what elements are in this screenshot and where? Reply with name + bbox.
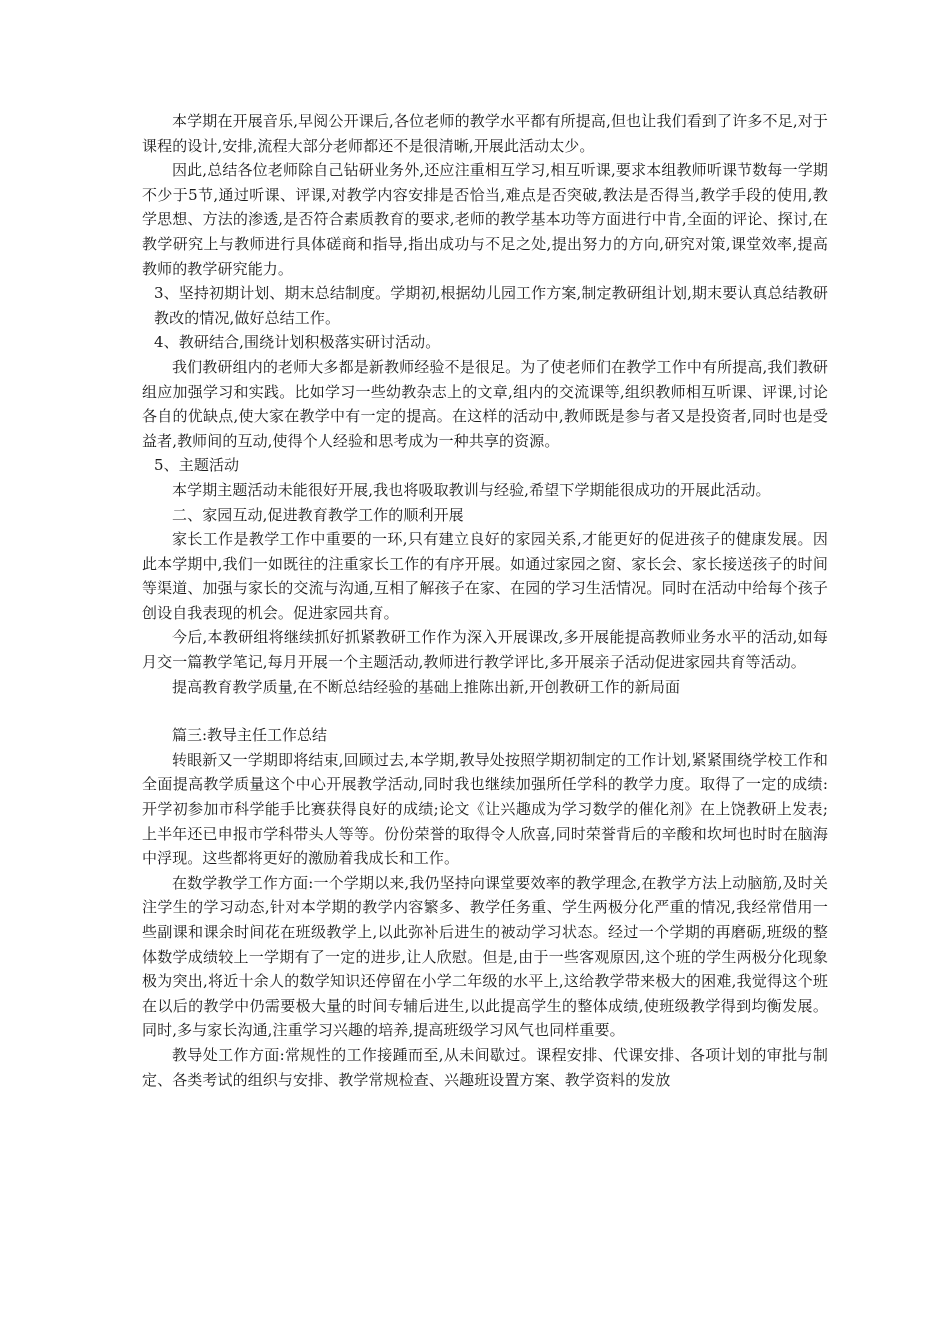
paragraph-new-teachers: 我们教研组内的老师大多都是新教师经验不是很足。为了使老师们在教学工作中有所提高,我们教研组应加强学习和实践。比如学习一些幼教杂志上的文章,组内的交流课等,组织教师相互听课、评课,讨论各自的优缺点,使大家在教学中有一定的提高。在这样的活动中,教师既是参与者又是投资者,同时也是受益者,教师间的互动,使得个人经验和思考成为一种共享的资源。 [142,357,828,450]
paragraph-item-3: 3、坚持初期计划、期末总结制度。学期初,根据幼儿园工作方案,制定教研组计划,期末要认真总结教研教改的情况,做好总结工作。 [154,284,828,327]
paragraph-office-work: 教导处工作方面:常规性的工作接踵而至,从未间歇过。课程安排、代课安排、各项计划的审批与制定、各类考试的组织与安排、教学常规检查、兴趣班设置方案、教学资料的发放 [142,1045,828,1089]
paragraph-heading-home-school: 二、家园互动,促进教育教学工作的顺利开展 [172,505,464,524]
paragraph-math-teaching: 在数学教学工作方面:一个学期以来,我仍坚持向课堂要效率的教学理念,在教学方法上动脑筋,及时关注学生的学习动态,针对本学期的教学内容繁多、教学任务重、学生两极分化严重的情况,我经常借用一些副课和课余时间花在班级教学上,以此弥补后进生的被动学习状态。经过一个学期的再磨砺,班级的整体数学成绩较上一学期有了一定的进步,让人欣慰。但是,由于一些客观原因,这个班的学生两极分化现象极为突出,将近十余人的数学知识还停留在小学二年级的水平上,这给教学带来极大的困难,我觉得这个班在以后的教学中仍需要极大量的时间专辅后进生,以此提高学生的整体成绩,使班级教学得到均衡发展。同时,多与家长沟通,注重学习兴趣的培养,提高班级学习风气也同样重要。 [142,873,828,1040]
paragraph-item-5: 5、主题活动 [154,456,240,475]
paragraph-future-plans: 今后,本教研组将继续抓好抓紧教研工作作为深入开展课改,多开展能提高教师业务水平的活动,如每月交一篇教学笔记,每月开展一个主题活动,教师进行教学评比,多开展亲子活动促进家园共育等活动。 [142,628,828,672]
paragraph-semester-review: 转眼新又一学期即将结束,回顾过去,本学期,教导处按照学期初制定的工作计划,紧紧围绕学校工作和全面提高教学质量这个中心开展教学活动,同时我也继续加强所任学科的教学力度。取得了一定的成绩:开学初参加市科学能手比赛获得良好的成绩;论文《让兴趣成为学习数学的催化剂》在上饶教研上发表;上半年还已申报市学科带头人等等。份份荣誉的取得令人欣喜,同时荣誉背后的辛酸和坎坷也时时在脑海中浮现。这些都将更好的激励着我成长和工作。 [142,750,828,868]
paragraph-closing: 提高教育教学质量,在不断总结经验的基础上推陈出新,开创教研工作的新局面 [172,677,681,696]
document-page [142,109,828,1092]
paragraph-mutual-learning: 因此,总结各位老师除自己钻研业务外,还应注重相互学习,相互听课,要求本组教师听课节数每一学期不少于5节,通过听课、评课,对教学内容安排是否恰当,难点是否突破,教法是否得当,教学手段的使用,教学思想、方法的渗透,是否符合素质教育的要求,老师的教学基本功等方面进行中肯,全面的评论、探讨,在教学研究上与教师进行具体磋商和指导,指出成功与不足之处,提出努力的方向,研究对策,课堂效率,提高教师的教学研究能力。 [142,161,828,278]
paragraph-semester-activities: 本学期在开展音乐,早阅公开课后,各位老师的教学水平都有所提高,但也让我们看到了许多不足,对于课程的设计,安排,流程大部分老师都还不是很清晰,开展此活动太少。 [142,112,828,155]
paragraph-parent-work: 家长工作是教学工作中重要的一环,只有建立良好的家园关系,才能更好的促进孩子的健康发展。因此本学期中,我们一如既往的注重家长工作的有序开展。如通过家园之窗、家长会、家长接送孩子的时间等渠道、加强与家长的交流与沟通,互相了解孩子在家、在园的学习生活情况。同时在活动中给每个孩子创设自我表现的机会。促进家园共育。 [142,530,828,622]
paragraph-item-4: 4、教研结合,围绕计划积极落实研讨活动。 [154,333,441,352]
paragraph-theme-activity: 本学期主题活动未能很好开展,我也将吸取教训与经验,希望下学期能很成功的开展此活动。 [172,480,771,499]
section-spacer [142,699,828,723]
section-title: 篇三:教导主任工作总结 [172,726,328,745]
